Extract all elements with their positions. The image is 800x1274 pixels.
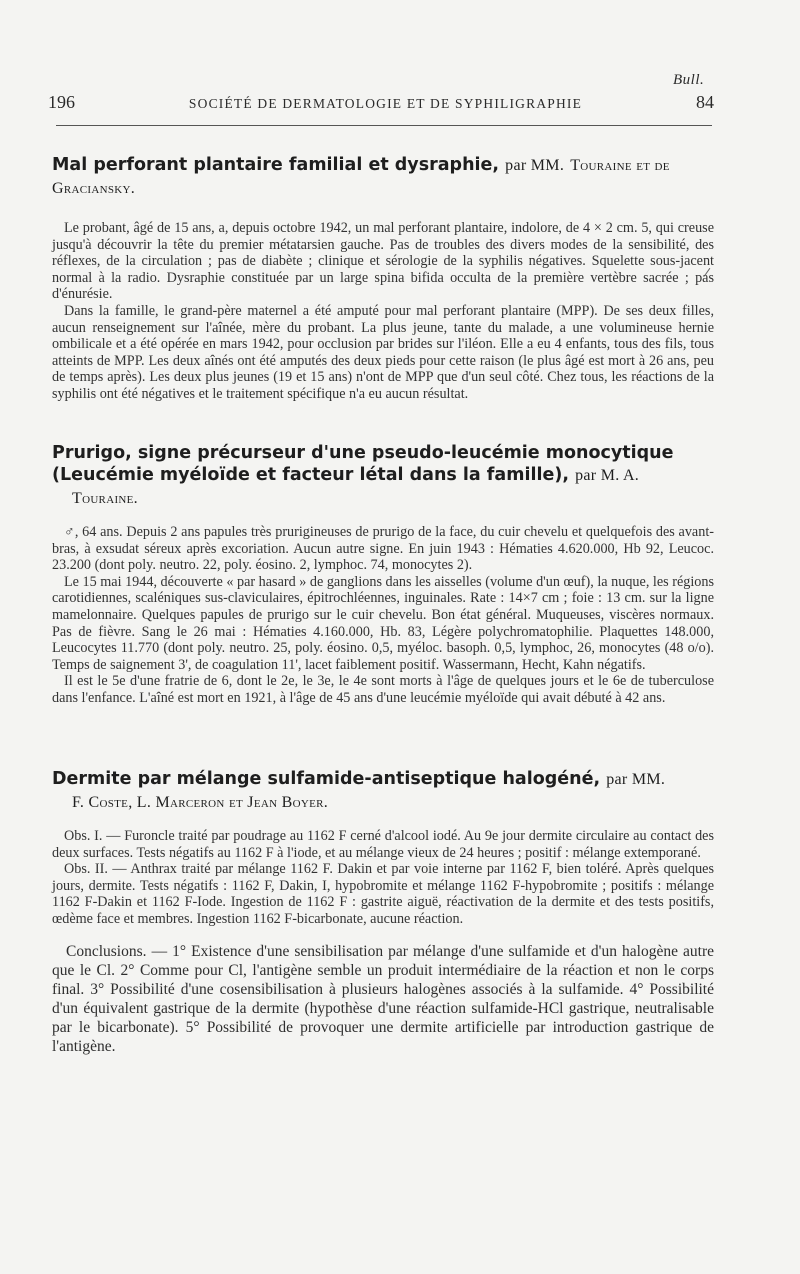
paragraph: Le probant, âgé de 15 ans, a, depuis octobre 1942, un mal perforant plantaire, indolore, de 4 × 2 cm. 5, qui creuse jusqu'à découvrir la tête du premier métatarsien gauche. Pas de troubles des divers modes de la sensibilité, des réflexes, de la circulation ; pas de diabète ; clinique et sérologie de la syphilis négatives. Squelette sous-jacent normal à la radio. Dysraphie constituée par un large spina bifida occulta de la première vertèbre sacrée ; pas d'énurésie. [52,220,714,303]
article-title [52,768,714,814]
running-head [48,92,714,113]
article-body [52,828,714,928]
article-by: par M. A. [575,467,640,484]
article-authors: F. Coste, L. Marceron et Jean Boyer. [72,794,329,811]
paragraph: Obs. II. — Anthrax traité par mélange 1162 F. Dakin et par voie interne par 1162 F, bien toléré. Après quelques jours, dermite. Tests négatifs : 1162 F, Dakin, I, hypobromite et mélange 1162 F-hypobromite ; positifs : mélange 1162 F-Dakin et 1162 F-Iode. Ingestion de 1162 F : gastrite aiguë, réactivation de la dermite et des tests positifs, œdème face et membres. Ingestion 1162 F-bicarbonate, aucune réaction. [52,861,714,927]
article-by: par MM. [606,771,666,788]
article-title [52,442,714,510]
paragraph: Dans la famille, le grand-père maternel a été amputé pour mal perforant plantaire (MPP). De ses deux filles, aucun renseignement sur l'aînée, mère du probant. La plus jeune, tante du malade, a une volumineuse hernie ombilicale et a été opérée en mars 1942, pour occlusion par brides sur l'iléon. Elle a eu 4 enfants, tous des fils, tous atteints de MPP. Les deux aînés ont été amputés des deux pieds pour cette raison (le plus âgé est mort à 26 ans, peu de temps après). Les deux plus jeunes (19 et 15 ans) n'ont de MPP que d'un seul côté. Chez tous, les réactions de la syphilis ont été négatives et le traitement spécifique n'a eu aucun résultat. [52,302,714,402]
article-title [52,154,714,200]
article-body [52,524,714,707]
article-mal-perforant [52,154,714,403]
paragraph: Le 15 mai 1944, découverte « par hasard » de ganglions dans les aisselles (volume d'un œuf), la nuque, les régions carotidiennes, scaléniques sus-claviculaires, épitrochléennes, inguinales. Rate : 14×7 cm ; foie : 13 cm. sur la ligne mamelonnaire. Quelques papules de prurigo sur le cuir chevelu. Bon état général. Muqueuses, viscères normaux. Pas de fièvre. Sang le 26 mai : Hématies 4.160.000, Hb. 83, Légère polychromatophilie. Plaquettes 148.000, Leucocytes 11.770 (dont poly. neutro. 25, poly. éosino. 0,5, myéloc. basoph. 0,5, lymphoc, 26, monocytes (48 o/o). Temps de saignement 3', de coagulation 11', lacet faiblement positif. Wassermann, Hecht, Kahn négatifs. [52,573,714,673]
article-title-text: Dermite par mélange sulfamide-antiseptique halogéné, [52,769,601,789]
journal-title: SOCIÉTÉ DE DERMATOLOGIE ET DE SYPHILIGRAPHIE [188,96,583,111]
conclusions [52,942,714,1056]
issue-number: 84 [695,92,714,112]
article-title-text: Mal perforant plantaire familial et dysraphie, [52,155,500,175]
page-number: 196 [48,92,75,112]
paragraph: ♂, 64 ans. Depuis 2 ans papules très prurigineuses de prurigo de la face, du cuir chevelu et quelquefois des avant-bras, à exsudat séreux après excoriation. Aucun autre signe. En juin 1943 : Hématies 4.620.000, Hb 92, Leucoc. 23.200 (dont poly. neutro. 22, poly. éosino. 2, lymphoc. 74, monocytes 2). [52,524,714,574]
conclusions-paragraph: Conclusions. — 1° Existence d'une sensibilisation par mélange d'une sulfamide et d'un halogène autre que le Cl. 2° Comme pour Cl, l'antigène semble un produit intermédiaire de la réaction et non le corps final. 3° Possibilité d'une cosensibilisation à plusieurs halogènes associés à la sulfamide. 4° Possibilité d'un équivalent gastrique de la dermite (hypothèse d'une réaction sulfamide-HCl gastrique, neutralisable par le bicarbonate). 5° Possibilité de provoquer une dermite artificielle par introduction gastrique de l'antigène. [52,942,714,1055]
article-by: par MM. [505,157,565,174]
paragraph: Obs. I. — Furoncle traité par poudrage au 1162 F cerné d'alcool iodé. Au 9e jour dermite circulaire au contact des deux surfaces. Tests négatifs au 1162 F à l'iode, et au mélange vieux de 24 heures ; positif : mélange extemporané. [52,828,714,861]
article-title-line2: (Leucémie myéloïde et facteur létal dans la famille), [52,465,569,485]
paragraph: Il est le 5e d'une fratrie de 6, dont le 2e, le 3e, le 4e sont morts à l'âge de quelques jours et le 6e de tuberculose dans l'enfance. L'aîné est mort en 1921, à l'âge de 45 ans d'une leucémie myéloïde qui avait débuté à 42 ans. [52,673,714,706]
article-body [52,220,714,403]
article-authors: Touraine. [72,490,138,507]
article-authors: Touraine et de [570,157,670,174]
article-authors-cont: Graciansky. [52,180,136,197]
article-title-line1: Prurigo, signe précurseur d'une pseudo-leucémie monocytique [52,443,674,463]
bull-label: Bull. [673,72,705,88]
header-rule [56,125,712,126]
article-dermite [52,768,714,1056]
article-prurigo [52,442,714,707]
